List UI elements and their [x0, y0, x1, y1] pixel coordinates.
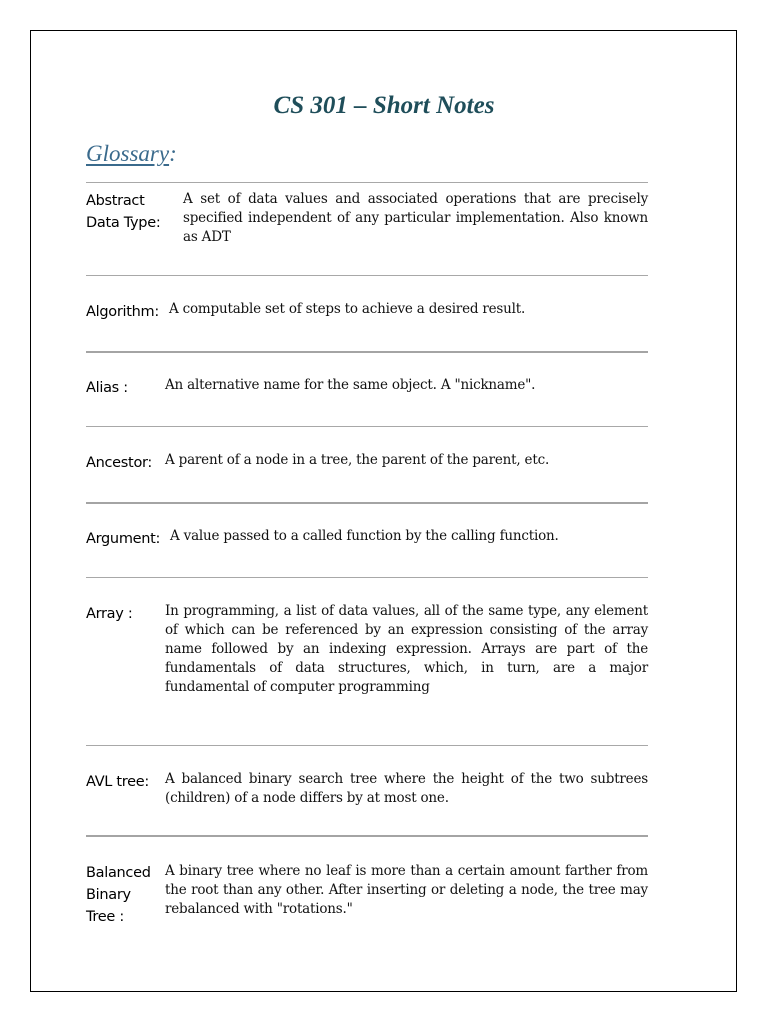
glossary-term-algorithm [86, 301, 159, 323]
entry-divider [86, 835, 648, 837]
glossary-definition-algorithm: A computable set of steps to achieve a desired result. [169, 301, 526, 317]
glossary-definition-array: In programming, a list of data values, all of the same type, any element of which can be referenced by an expression consisting of the array name followed by an indexing expression. Arrays are part of the fundamentals of data structures, which, in turn, are a major fundamental of computer programming [165, 603, 648, 695]
term-line: Abstract [86, 193, 145, 209]
term-line: Ancestor: [86, 455, 153, 471]
entry-divider [86, 275, 648, 276]
glossary-term-balanced-binary-tree [86, 862, 151, 928]
page-title: CS 301 – Short Notes [273, 92, 495, 119]
entry-divider [86, 745, 648, 746]
glossary-definition-balanced-binary-tree: A binary tree where no leaf is more than a certain amount farther from the root than any other. After inserting or deleting a node, the tree may rebalanced with "rotations." [165, 863, 648, 917]
glossary-term-abstract-data-type [86, 190, 160, 234]
glossary-term-alias [86, 377, 128, 399]
glossary-heading-word: Glossary [86, 141, 170, 166]
entry-divider [86, 351, 648, 353]
glossary-term-array [86, 603, 132, 625]
term-line: Data Type: [86, 215, 161, 231]
glossary-term-ancestor [86, 452, 152, 474]
glossary-definition-avl-tree: A balanced binary search tree where the height of the two subtrees (children) of a node differs by at most one. [165, 771, 648, 806]
glossary-term-avl-tree [86, 771, 149, 793]
term-line: Binary [86, 887, 131, 903]
glossary-heading [86, 141, 177, 167]
term-line: Argument: [86, 531, 161, 547]
term-line: Balanced [86, 865, 151, 881]
entry-divider [86, 577, 648, 578]
entry-divider [86, 426, 648, 427]
glossary-definition-argument: A value passed to a called function by the calling function. [170, 528, 559, 544]
term-line: Tree : [86, 909, 124, 925]
glossary-term-argument [86, 528, 160, 550]
glossary-definition-alias: An alternative name for the same object. A "nickname". [165, 377, 536, 393]
glossary-definition-abstract-data-type: A set of data values and associated operations that are precisely specified independent of any particular implementation. Also known as ADT [183, 191, 648, 245]
glossary-heading-colon: : [169, 141, 177, 166]
term-line: Array : [86, 606, 133, 622]
glossary-definition-ancestor: A parent of a node in a tree, the parent of the parent, etc. [165, 452, 550, 468]
term-line: AVL tree: [86, 774, 149, 790]
term-line: Algorithm: [86, 304, 159, 320]
entry-divider [86, 502, 648, 504]
term-line: Alias : [86, 380, 128, 396]
section-divider [86, 182, 648, 183]
document-page [30, 30, 737, 992]
